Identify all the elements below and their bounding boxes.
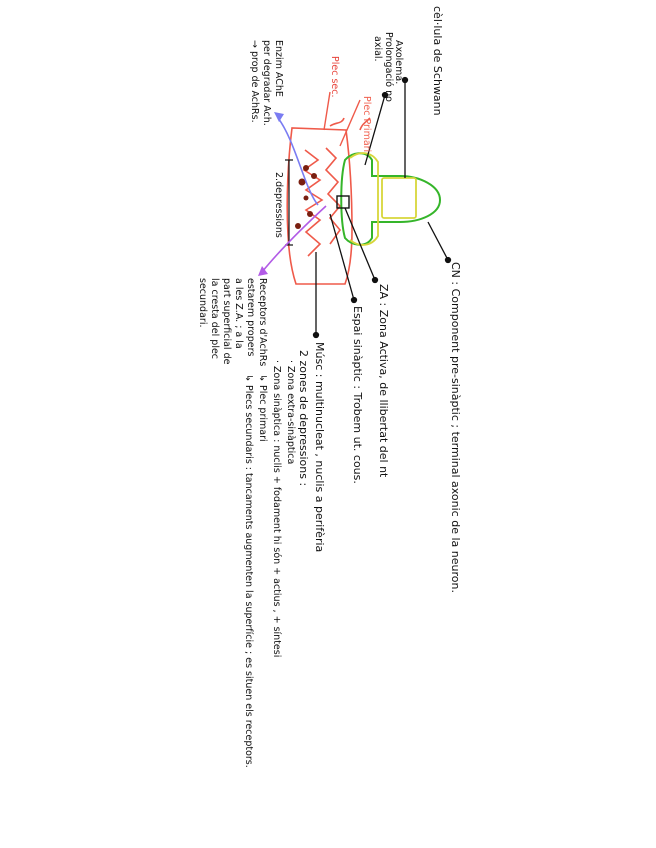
receptors-line-6: secundari. [197, 278, 208, 328]
muscle-line-3: · Zona extra-sinàptica [285, 360, 296, 465]
muscle-line-4: · Zona sinàptica : nuclis + fodament hi són + actius , + síntesi [271, 360, 282, 658]
enzim-line-2: per degradar Ach. [261, 40, 272, 126]
depressions-label: 2.depressions [273, 172, 284, 238]
schwann-cell-outline [350, 153, 416, 245]
axolemma-title: Axolema. [393, 40, 404, 85]
muscle-line-5: ↳ Plec primari [257, 374, 268, 442]
enzyme-arrow [278, 118, 318, 205]
axolemma-line-3: axial. [372, 36, 383, 62]
enzim-line-1: Enzim AChE [273, 40, 284, 97]
muscle-fiber-outline [287, 118, 370, 284]
receptors-line-3: a les Z.A. ; a la [233, 278, 244, 349]
receptors-line-2: estarem propers [245, 278, 256, 357]
axolemma-line-2: Prolongació no [383, 32, 394, 102]
receptors-line-1: Receptors d'AchRs [257, 278, 268, 367]
enzim-line-3: → prop de AchRs. [249, 40, 260, 123]
muscle-line-1: Músc : multinucleat , nuclis a perifèria [313, 342, 326, 553]
receptors-line-4: part superficial de [221, 278, 232, 365]
muscle-line-6: ↳ Plecs secundaris : tancaments augmenten la superfície ; es situen els receptors. [243, 374, 254, 768]
plec-secundari-label: Plec sec. [329, 56, 340, 98]
synaptic-space-label: Espai sinàptic : Trobem ut. cous. [351, 306, 364, 484]
presynaptic-terminal [341, 153, 440, 245]
depressions-bracket [285, 160, 293, 245]
muscle-line-2: 2 zones de depressions : [297, 350, 310, 487]
receptors-line-5: la cresta del plec [209, 278, 220, 360]
active-zone-label: ZA : Zona Activa, de llibertat del nt [377, 284, 390, 478]
schwann-cell-label: cèl·lula de Schwann [431, 6, 444, 116]
plec-secundari-arrow [324, 92, 330, 130]
plec-primari-arrow [340, 100, 360, 146]
cn-label: CN : Component pre-sinàptic ; terminal axonic de la neuron. [449, 262, 462, 593]
plec-primari-label: Plec Primari [361, 96, 372, 153]
